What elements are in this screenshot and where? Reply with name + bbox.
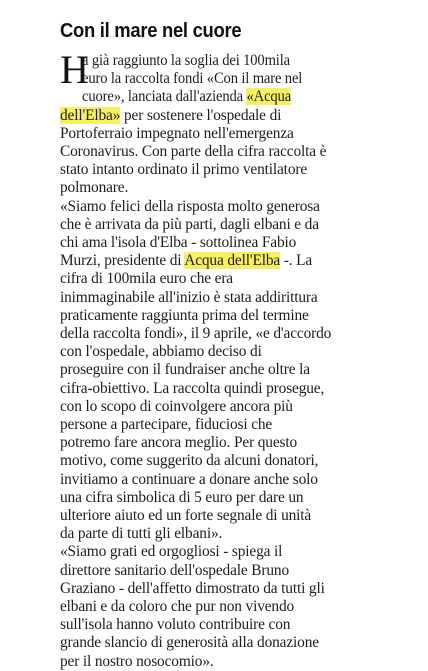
line-text: con l'ospedale, abbiamo deciso di — [60, 343, 262, 361]
highlighted-text: «Acqua — [246, 88, 292, 106]
article-line — [60, 343, 370, 361]
article-line — [60, 307, 370, 325]
article-line — [60, 562, 370, 580]
article-line — [60, 543, 370, 561]
line-text: elbani e da coloro che pur non vivendo — [60, 598, 295, 615]
article-line — [60, 125, 370, 143]
line-text: «Siamo grati ed orgogliosi - spiega il — [60, 543, 283, 561]
line-text: cifra di 100mila euro che era — [60, 270, 233, 288]
line-text: cuore», lanciata dall'azienda — [82, 88, 247, 106]
article-line — [60, 489, 370, 507]
drop-cap: H — [60, 47, 89, 92]
article-line — [82, 88, 376, 106]
article-line — [60, 270, 370, 288]
article-line — [60, 161, 370, 179]
line-text: da parte di tutti gli elbani». — [60, 525, 223, 543]
article-line — [82, 70, 376, 88]
article-line — [60, 616, 370, 634]
line-text: stato intanto ordinato il primo ventilatore — [60, 161, 308, 179]
article-line — [60, 634, 370, 652]
line-text: Portoferraio impegnato nell'emergenza — [60, 124, 294, 142]
line-text: euro la raccolta fondi «Con il mare nel — [82, 70, 303, 88]
line-text: praticamente raggiunta prima del termine — [60, 306, 309, 324]
article-line — [60, 289, 370, 307]
article-line — [60, 416, 370, 434]
highlighted-text: dell'Elba» — [60, 106, 121, 124]
line-text: «Siamo felici della risposta molto generosa — [60, 197, 320, 215]
article-line — [60, 380, 370, 398]
line-text: una cifra simbolica di 5 euro per dare un — [60, 488, 304, 506]
article-line — [60, 580, 370, 598]
article-line — [60, 452, 370, 470]
article-line — [60, 471, 370, 489]
article-line — [60, 398, 370, 416]
article-line — [60, 598, 370, 616]
line-text: chi ama l'isola d'Elba - sottolinea Fabio — [60, 234, 297, 251]
line-text: per sostenere l'ospedale di — [120, 106, 282, 124]
line-text: motivo, come suggerito da alcuni donatori, — [60, 452, 319, 470]
line-text: con lo scopo di coinvolgere ancora più — [60, 397, 293, 415]
line-text: proseguire con il fundraiser anche oltre la — [60, 361, 310, 379]
line-text: Coronavirus. Con parte della cifra raccolta è — [60, 143, 327, 160]
article-line — [60, 653, 370, 671]
line-text: della raccolta fondi», il 9 aprile, «e d'accordo — [60, 325, 332, 342]
article-line — [60, 252, 370, 270]
line-text: che è arrivata da più parti, dagli elbani e da — [60, 215, 319, 233]
line-text: persone a partecipare, fiduciosi che — [60, 416, 273, 433]
line-text: potremo fare ancora meglio. Per questo — [60, 434, 298, 452]
article-line — [60, 179, 370, 197]
article-line — [60, 434, 370, 452]
line-text: polmonare. — [60, 179, 129, 197]
headline: Con il mare nel cuore — [60, 20, 242, 42]
line-text: ulteriore aiuto ed un forte segnale di unità — [60, 507, 312, 524]
line-text: -. La — [280, 252, 313, 270]
line-text: cifra-obiettivo. La raccolta quindi prosegue, — [60, 379, 325, 397]
highlighted-text: Acqua dell'Elba — [184, 252, 281, 270]
article-line — [60, 234, 370, 252]
line-text: Murzi, presidente di — [60, 252, 185, 270]
article-line — [60, 525, 370, 543]
article-line — [60, 143, 370, 161]
article-line — [60, 507, 370, 525]
article-line — [60, 216, 370, 234]
line-text: invitiamo a continuare a donare anche solo — [60, 470, 318, 488]
line-text: per il nostro nosocomio». — [60, 652, 214, 670]
line-text: Graziano - dell'affetto dimostrato da tutti gli — [60, 579, 325, 597]
line-text: grande slancio di generosità alla donazione — [60, 634, 319, 652]
line-text: direttore sanitario dell'ospedale Bruno — [60, 561, 289, 579]
line-text: sull'isola hanno voluto contribuire con — [60, 616, 291, 634]
article-line — [60, 361, 370, 379]
line-text: a già raggiunto la soglia dei 100mila — [82, 52, 290, 69]
line-text: inimmaginabile all'inizio è stata addirittura — [60, 288, 318, 306]
article-line — [82, 52, 376, 70]
article-line — [60, 198, 370, 216]
article-line — [60, 325, 370, 343]
article-line — [60, 107, 370, 125]
